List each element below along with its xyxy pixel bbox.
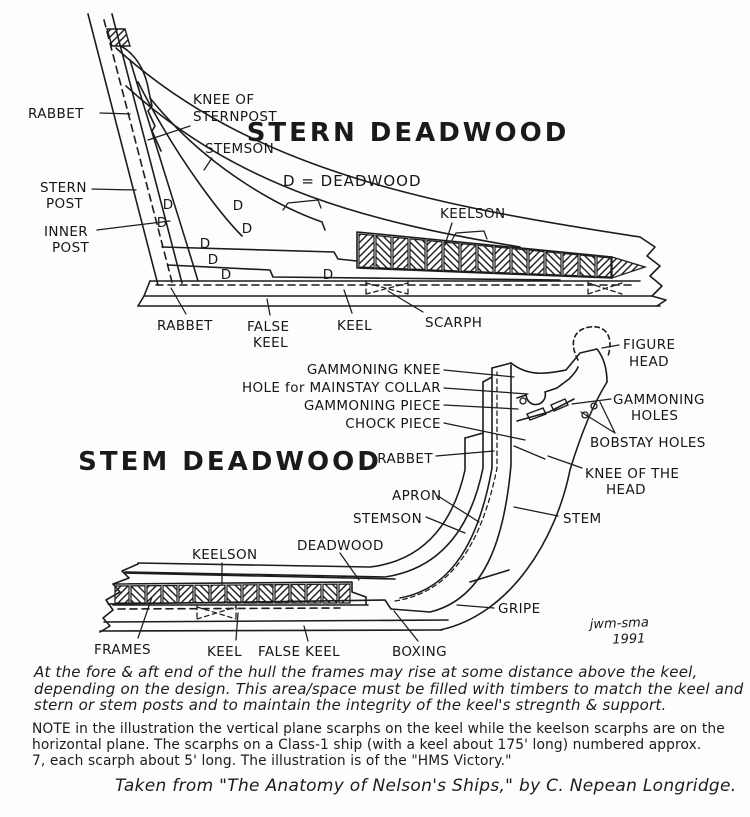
svg-text:D: D bbox=[322, 267, 334, 283]
hatched-timber-cell bbox=[179, 585, 193, 603]
hatched-timber-cell bbox=[147, 586, 161, 603]
label-keel: KEEL bbox=[207, 644, 243, 660]
svg-text:HOLES: HOLES bbox=[631, 408, 679, 424]
note-line: NOTE in the illustration the vertical plane scarphs on the keel while the keelson scarphs are on the bbox=[32, 720, 725, 737]
label-gammoning-holes: GAMMONING bbox=[613, 392, 705, 408]
label-knee-of-sternpost: KNEE OF bbox=[193, 92, 255, 108]
leader-line bbox=[304, 626, 308, 641]
label-stemson: STEMSON bbox=[353, 511, 423, 527]
attribution-line: Taken from "The Anatomy of Nelson's Ships," by C. Nepean Longridge. bbox=[115, 775, 737, 796]
leader-line bbox=[267, 299, 270, 315]
mainstay-collar-hole bbox=[520, 398, 526, 404]
leader-line bbox=[572, 399, 611, 404]
false-keel-line bbox=[100, 630, 442, 631]
leader-line bbox=[100, 113, 130, 114]
label-inner-post: INNER bbox=[44, 224, 89, 240]
hatched-timber-cell bbox=[393, 237, 408, 269]
leader-line bbox=[444, 370, 514, 377]
label-gammoning-piece: GAMMONING PIECE bbox=[303, 398, 441, 414]
label-boxing: BOXING bbox=[392, 644, 447, 660]
deadwood-markers bbox=[157, 197, 333, 283]
svg-text:D: D bbox=[241, 221, 253, 237]
leader-line bbox=[92, 189, 136, 190]
hatched-timber-cell bbox=[227, 585, 241, 603]
stern-diagram-title: STERN DEADWOOD bbox=[246, 118, 570, 148]
stern-deadwood-diagram bbox=[28, 14, 666, 351]
hatched-timber-cell bbox=[307, 584, 321, 603]
stem-diagram-title: STEM DEADWOOD bbox=[78, 447, 382, 477]
hatched-timber-cell bbox=[495, 247, 510, 273]
leader-line bbox=[204, 158, 212, 170]
stern-keelson-shape bbox=[357, 232, 645, 278]
hatched-timber-cell bbox=[376, 236, 391, 269]
gammoning-hole-slot bbox=[551, 399, 568, 411]
deadwood-legend: D = DEADWOOD bbox=[283, 172, 422, 190]
label-stern-post: STERN bbox=[40, 180, 87, 196]
label-false-keel: FALSE KEEL bbox=[258, 644, 341, 660]
hatched-timber-cell bbox=[211, 585, 225, 603]
label-false-keel: FALSE bbox=[247, 319, 290, 335]
hatched-timber-cell bbox=[529, 250, 544, 274]
svg-text:D: D bbox=[199, 236, 211, 252]
stem-diagram-labels bbox=[94, 337, 706, 660]
svg-text:1991: 1991 bbox=[612, 631, 646, 648]
rabbet-dashed-line bbox=[104, 20, 172, 282]
hatched-timber-cell bbox=[427, 240, 442, 270]
handwritten-notes bbox=[0, 660, 750, 796]
note-line: At the fore & aft end of the hull the frames may rise at some distance above the keel, bbox=[34, 663, 698, 681]
label-rabbet: RABBET bbox=[377, 451, 433, 467]
hatched-timber-cell bbox=[291, 584, 305, 603]
label-bobstay-holes: BOBSTAY HOLES bbox=[590, 435, 706, 451]
label-chock-piece: CHOCK PIECE bbox=[345, 416, 441, 432]
hatched-timber-cell bbox=[461, 244, 476, 272]
note-paragraph-1 bbox=[34, 664, 750, 714]
label-figure-head: FIGURE bbox=[623, 337, 676, 353]
keel-scarph-marks bbox=[366, 281, 622, 296]
svg-text:POST: POST bbox=[46, 196, 84, 212]
hatched-timber-cell bbox=[275, 585, 289, 603]
hatched-timber-cell bbox=[339, 584, 350, 603]
label-scarph: SCARPH bbox=[425, 315, 483, 331]
label-gripe: GRIPE bbox=[498, 601, 541, 617]
label-frames: FRAMES bbox=[94, 642, 151, 658]
svg-text:D: D bbox=[162, 197, 174, 213]
hatched-timber-cell bbox=[512, 249, 527, 274]
leader-line bbox=[548, 456, 582, 468]
svg-text:D: D bbox=[156, 215, 168, 231]
leader-line bbox=[444, 405, 518, 409]
note-line: stern or stem posts and to maintain the integrity of the keel's stregnth & support. bbox=[34, 696, 667, 714]
hatched-timber-cell bbox=[410, 239, 425, 270]
svg-text:STERNPOST: STERNPOST bbox=[193, 109, 278, 125]
svg-text:POST: POST bbox=[52, 240, 90, 256]
leader-line bbox=[457, 605, 494, 608]
label-deadwood: DEADWOOD bbox=[297, 538, 384, 554]
svg-text:D: D bbox=[220, 267, 232, 283]
note-line: horizontal plane. The scarphs on a Class-1 ship (with a keel about 175' long) numbered approx. bbox=[32, 736, 702, 753]
svg-text:HEAD: HEAD bbox=[629, 354, 669, 370]
chock-piece-line bbox=[514, 446, 545, 459]
label-stem: STEM bbox=[563, 511, 602, 527]
label-knee-of-the-head: KNEE OF THE bbox=[585, 466, 680, 482]
leader-line bbox=[444, 423, 525, 440]
label-hole-for-mainstay-collar: HOLE for MAINSTAY COLLAR bbox=[241, 380, 441, 396]
leader-line bbox=[171, 288, 186, 314]
hatched-timber-cell bbox=[478, 245, 493, 272]
keel-scarph-marks bbox=[197, 605, 236, 621]
label-stemson: STEMSON bbox=[205, 141, 275, 157]
hatched-timber-cell bbox=[563, 253, 578, 275]
hatched-timber-cell bbox=[546, 252, 561, 275]
note-line: 7, each scarph about 5' long. The illustration is of the "HMS Victory." bbox=[32, 752, 512, 769]
label-keelson: KEELSON bbox=[440, 206, 506, 222]
label-keelson: KEELSON bbox=[192, 547, 258, 563]
stem-keelson-shape bbox=[115, 584, 350, 603]
hatched-timber-cell bbox=[243, 585, 257, 603]
svg-text:HEAD: HEAD bbox=[606, 482, 646, 498]
note-paragraph-2 bbox=[32, 721, 750, 769]
leader-line bbox=[444, 388, 528, 394]
stern-post-shape bbox=[88, 14, 182, 285]
hatched-timber-cell bbox=[131, 586, 145, 603]
svg-text:D: D bbox=[232, 198, 244, 214]
leader-line bbox=[514, 507, 558, 516]
svg-text:jwm-sma: jwm-sma bbox=[589, 615, 650, 633]
label-rabbet-upper: RABBET bbox=[28, 106, 84, 122]
hatched-timber-cell bbox=[163, 585, 177, 603]
svg-text:D: D bbox=[207, 252, 219, 268]
gripe-joint-line bbox=[470, 570, 509, 582]
stem-deadwood-diagram bbox=[78, 327, 706, 660]
hatched-timber-cell bbox=[195, 585, 209, 603]
leader-line bbox=[344, 290, 352, 313]
label-gammoning-knee: GAMMONING KNEE bbox=[306, 362, 441, 378]
svg-text:KEEL: KEEL bbox=[253, 335, 289, 351]
label-apron: APRON bbox=[392, 488, 442, 504]
hatched-timber-cell bbox=[323, 584, 337, 603]
hatched-timber-cell bbox=[259, 585, 273, 603]
hatched-timber-cell bbox=[444, 242, 459, 271]
hatched-timber-cell bbox=[580, 255, 595, 276]
label-keel: KEEL bbox=[337, 318, 373, 334]
label-rabbet-lower: RABBET bbox=[157, 318, 213, 334]
hatched-timber-cell bbox=[115, 586, 129, 603]
artist-signature bbox=[588, 615, 650, 648]
leader-line bbox=[388, 291, 423, 312]
leader-line bbox=[394, 611, 418, 641]
hatched-timber-cell bbox=[359, 234, 374, 268]
note-line: depending on the design. This area/space must be filled with timbers to match the keel and bbox=[34, 679, 744, 698]
leader-line bbox=[438, 496, 479, 522]
hatched-timber-cell bbox=[597, 257, 611, 277]
